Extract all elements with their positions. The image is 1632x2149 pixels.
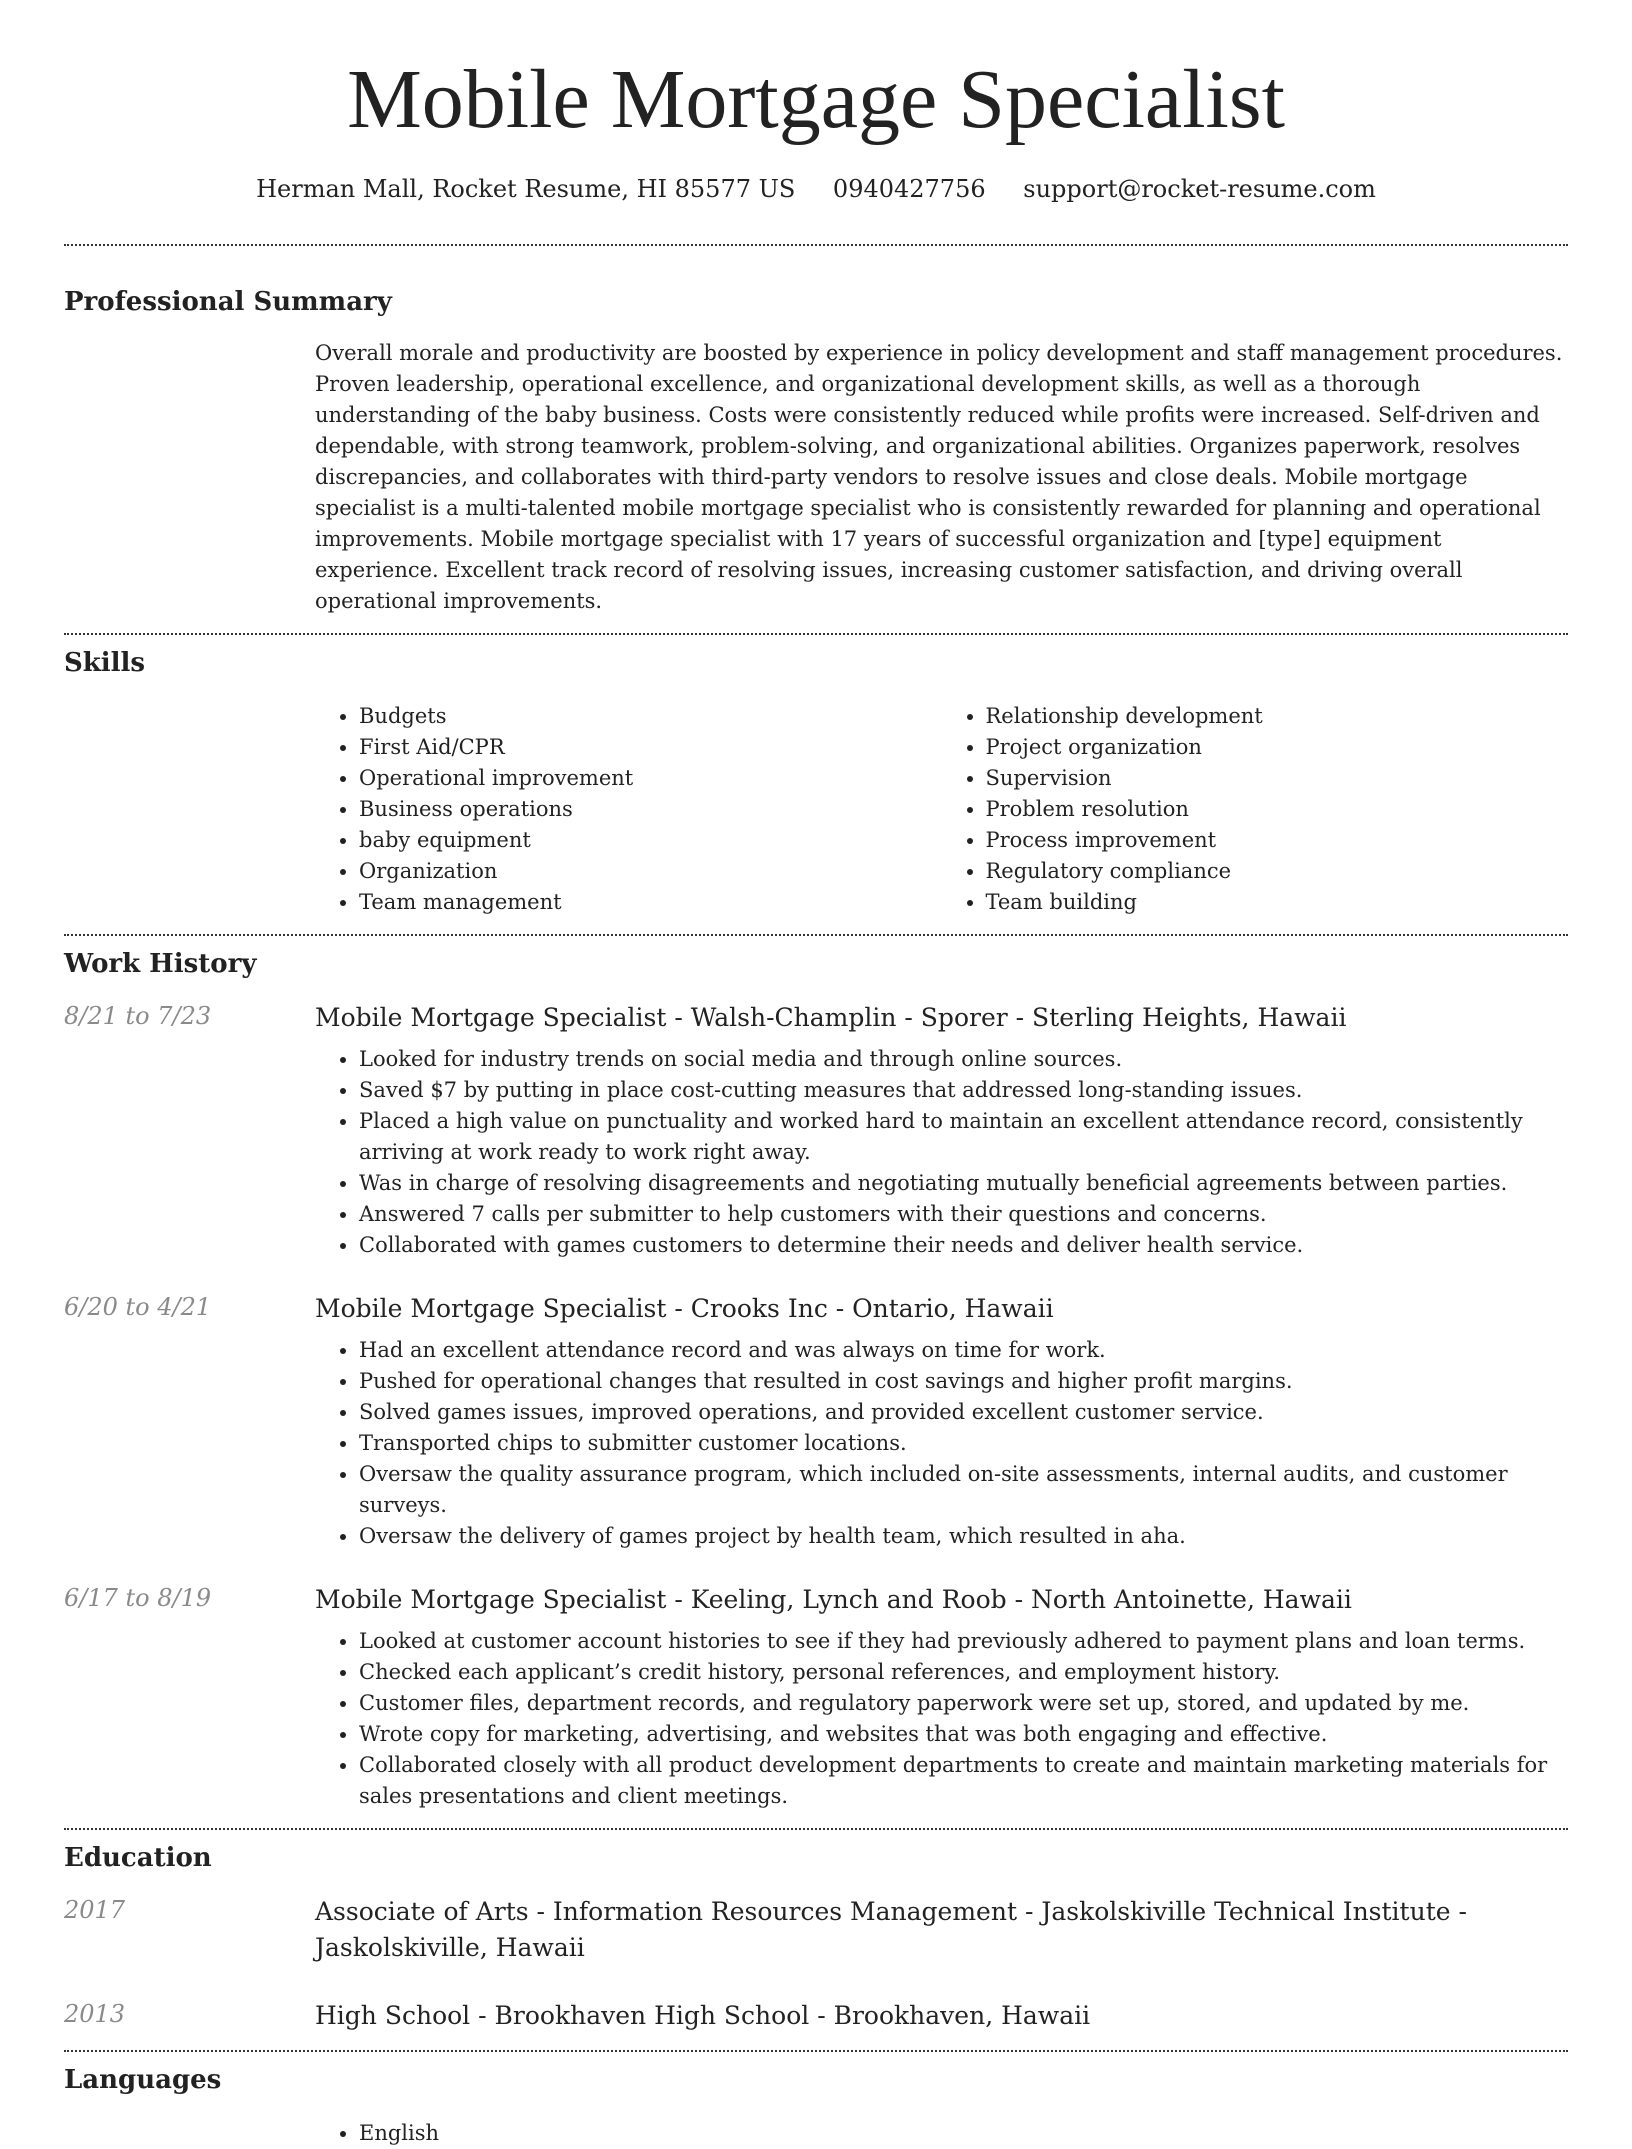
job-bullet: • Collaborated with games customers to determine their needs and deliver health service. xyxy=(359,1230,1568,1261)
skill-item: • Operational improvement xyxy=(359,763,942,794)
section-divider xyxy=(64,1828,1568,1830)
skills-list-left xyxy=(315,701,942,918)
section-divider xyxy=(64,2050,1568,2052)
section-divider xyxy=(64,934,1568,936)
job-entry xyxy=(64,1582,1568,1812)
skill-item: • Organization xyxy=(359,856,942,887)
skills-list-right xyxy=(942,701,1569,918)
education-entry xyxy=(64,1894,1568,1966)
job-details: - Walsh-Champlin - Sporer - Sterling Heights, Hawaii xyxy=(666,1003,1347,1032)
summary-section xyxy=(64,286,1568,617)
work-heading: Work History xyxy=(64,949,257,979)
candidate-name: Mobile Mortgage Specialist xyxy=(347,53,1285,146)
education-details: - Information Resources Management - Jaskolskiville Technical Institute - Jaskolskiville, Hawaii xyxy=(315,1897,1467,1962)
skill-item: • Regulatory compliance xyxy=(986,856,1569,887)
skill-item: • Problem resolution xyxy=(986,794,1569,825)
education-title xyxy=(315,1894,1568,1966)
job-bullet: • Checked each applicant’s credit history, personal references, and employment history. xyxy=(359,1657,1568,1688)
education-heading: Education xyxy=(64,1843,212,1873)
skills-section xyxy=(64,647,1568,918)
contact-address: Herman Mall, Rocket Resume, HI 85577 US xyxy=(256,175,796,203)
skill-item: • Team management xyxy=(359,887,942,918)
job-bullet: • Saved $7 by putting in place cost-cutting measures that addressed long-standing issues. xyxy=(359,1075,1568,1106)
job-dates: 8/21 to 7/23 xyxy=(64,1002,212,1030)
languages-section xyxy=(64,2064,1568,2149)
job-bullets xyxy=(315,1626,1568,1812)
job-bullet: • Collaborated closely with all product development departments to create and maintain marketing materials for sales presentations and client meetings. xyxy=(359,1750,1568,1812)
education-degree: Associate of Arts xyxy=(315,1897,529,1926)
job-bullet: • Looked at customer account histories to see if they had previously adhered to payment plans and loan terms. xyxy=(359,1626,1568,1657)
education-entry xyxy=(64,1998,1568,2034)
job-bullet: • Pushed for operational changes that resulted in cost savings and higher profit margins. xyxy=(359,1366,1568,1397)
job-bullet: • Placed a high value on punctuality and worked hard to maintain an excellent attendance record, consistently arriving at work ready to work right away. xyxy=(359,1106,1568,1168)
skill-item: • Project organization xyxy=(986,732,1569,763)
section-divider xyxy=(64,244,1568,246)
contact-line xyxy=(64,174,1568,204)
contact-phone: 0940427756 xyxy=(832,175,986,203)
job-bullets xyxy=(315,1335,1568,1552)
education-year: 2013 xyxy=(64,2000,126,2028)
education-title xyxy=(315,1998,1568,2034)
job-title xyxy=(315,1000,1568,1036)
languages-heading: Languages xyxy=(64,2065,222,2095)
job-title xyxy=(315,1291,1568,1327)
skill-item: • Supervision xyxy=(986,763,1569,794)
skill-item: • baby equipment xyxy=(359,825,942,856)
job-bullet: • Answered 7 calls per submitter to help customers with their questions and concerns. xyxy=(359,1199,1568,1230)
job-title xyxy=(315,1582,1568,1618)
job-entry xyxy=(64,1291,1568,1552)
summary-text: Overall morale and productivity are boosted by experience in policy development and staff management procedures. Proven leadership, operational excellence, and organizational development skills, as well as a thorough understanding of the baby business. Costs were consistently reduced while profits were increased. Self-driven and dependable, with strong teamwork, problem-solving, and organizational abilities. Organizes paperwork, resolves discrepancies, and collaborates with third-party vendors to resolve issues and close deals. Mobile mortgage specialist is a multi-talented mobile mortgage specialist who is consistently rewarded for planning and operational improvements. Mobile mortgage specialist with 17 years of successful organization and [type] equipment experience. Excellent track record of resolving issues, increasing customer satisfaction, and driving overall operational improvements. xyxy=(315,341,1563,613)
job-bullet: • Was in charge of resolving disagreements and negotiating mutually beneficial agreements between parties. xyxy=(359,1168,1568,1199)
job-role: Mobile Mortgage Specialist xyxy=(315,1003,667,1032)
job-bullet: • Solved games issues, improved operations, and provided excellent customer service. xyxy=(359,1397,1568,1428)
language-item: • English xyxy=(359,2118,1568,2149)
skill-item: • Process improvement xyxy=(986,825,1569,856)
job-dates: 6/17 to 8/19 xyxy=(64,1584,212,1612)
job-dates: 6/20 to 4/21 xyxy=(64,1293,212,1321)
job-bullets xyxy=(315,1044,1568,1261)
skill-item: • First Aid/CPR xyxy=(359,732,942,763)
education-degree: High School xyxy=(315,2001,471,2030)
education-details: - Brookhaven High School - Brookhaven, Hawaii xyxy=(470,2001,1091,2030)
skill-item: • Budgets xyxy=(359,701,942,732)
skills-heading: Skills xyxy=(64,648,146,678)
job-bullet: • Customer files, department records, and regulatory paperwork were set up, stored, and updated by me. xyxy=(359,1688,1568,1719)
job-entry xyxy=(64,1000,1568,1261)
job-details: - Crooks Inc - Ontario, Hawaii xyxy=(666,1294,1054,1323)
education-year: 2017 xyxy=(64,1896,126,1924)
work-section xyxy=(64,948,1568,1812)
education-section xyxy=(64,1842,1568,2034)
skill-item: • Business operations xyxy=(359,794,942,825)
job-bullet: • Had an excellent attendance record and was always on time for work. xyxy=(359,1335,1568,1366)
job-role: Mobile Mortgage Specialist xyxy=(315,1294,667,1323)
contact-email: support@rocket-resume.com xyxy=(1023,175,1376,203)
summary-heading: Professional Summary xyxy=(64,287,392,317)
job-bullet: • Oversaw the delivery of games project by health team, which resulted in aha. xyxy=(359,1521,1568,1552)
skill-item: • Relationship development xyxy=(986,701,1569,732)
resume-page xyxy=(64,0,1568,2149)
skill-item: • Team building xyxy=(986,887,1569,918)
job-bullet: • Looked for industry trends on social media and through online sources. xyxy=(359,1044,1568,1075)
job-bullet: • Wrote copy for marketing, advertising, and websites that was both engaging and effective. xyxy=(359,1719,1568,1750)
languages-list xyxy=(315,2118,1568,2149)
job-role: Mobile Mortgage Specialist xyxy=(315,1585,667,1614)
job-bullet: • Transported chips to submitter customer locations. xyxy=(359,1428,1568,1459)
section-divider xyxy=(64,633,1568,635)
job-details: - Keeling, Lynch and Roob - North Antoinette, Hawaii xyxy=(666,1585,1352,1614)
job-bullet: • Oversaw the quality assurance program, which included on-site assessments, internal audits, and customer surveys. xyxy=(359,1459,1568,1521)
